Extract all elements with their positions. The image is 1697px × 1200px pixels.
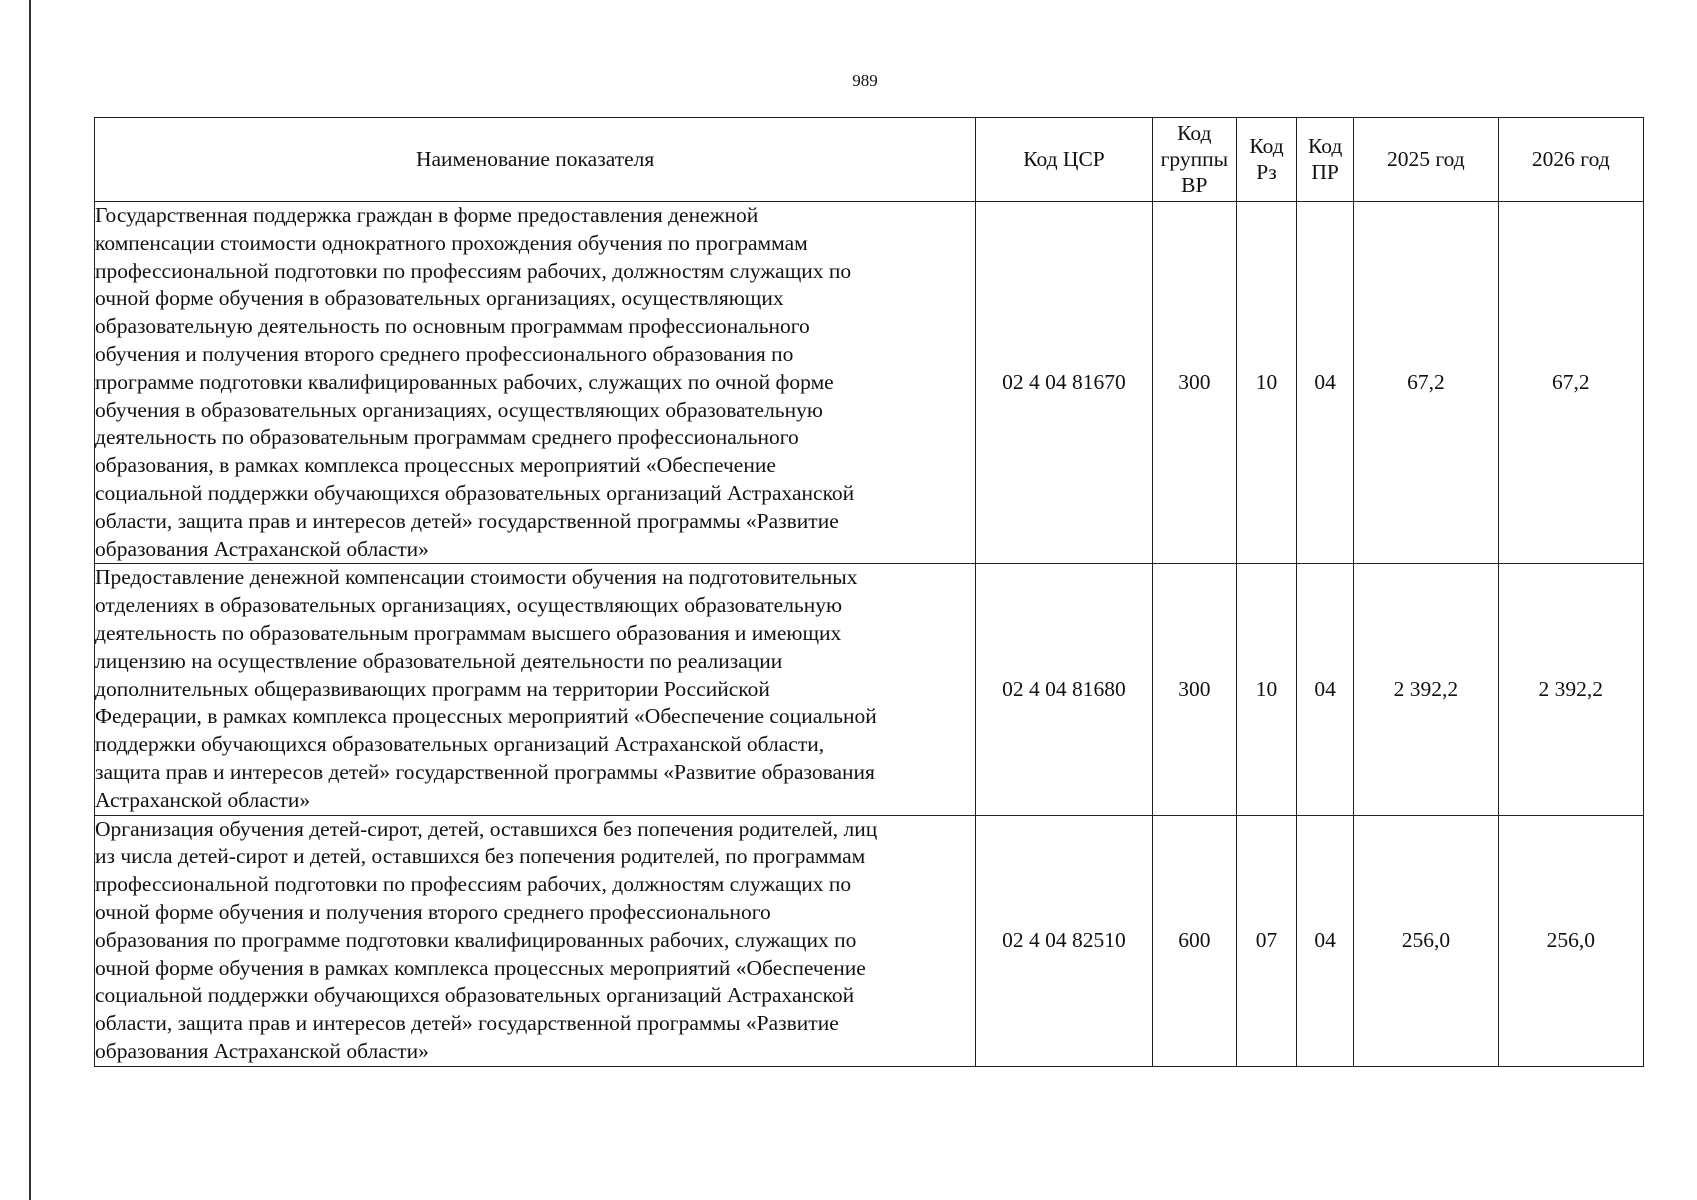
name-line: профессиональной подготовки по профессиям рабочих, должностям служащих по — [95, 872, 852, 897]
name-line: образования, в рамках комплекса процессных мероприятий «Обеспечение — [95, 453, 776, 478]
name-line: обучения и получения второго среднего профессионального образования по — [95, 341, 794, 366]
name-line: из числа детей-сирот и детей, оставшихся без попечения родителей, по программам — [95, 844, 866, 869]
header-year-2026: 2026 год — [1498, 118, 1643, 202]
name-line: образования Астраханской области» — [95, 536, 429, 561]
csr-code-cell: 02 4 04 81680 — [976, 564, 1152, 815]
name-line: компенсации стоимости однократного прохождения обучения по программам — [95, 230, 808, 255]
name-line: очной форме обучения в рамках комплекса процессных мероприятий «Обеспечение — [95, 955, 866, 980]
name-line: деятельность по образовательным программам среднего профессионального — [95, 425, 799, 450]
amount-2026-cell: 256,0 — [1498, 815, 1643, 1066]
amount-2026-cell: 2 392,2 — [1498, 564, 1643, 815]
header-vr-line: группы — [1160, 146, 1229, 171]
amount-2025-cell: 256,0 — [1354, 815, 1498, 1066]
row-name-cell — [95, 815, 976, 1066]
name-line: дополнительных общеразвивающих программ на территории Российской — [95, 676, 770, 701]
header-pr-line: ПР — [1311, 159, 1339, 184]
amount-2025-cell: 2 392,2 — [1354, 564, 1498, 815]
name-line: социальной поддержки обучающихся образовательных организаций Астраханской — [95, 983, 855, 1008]
name-line: отделениях в образовательных организациях, осуществляющих образовательную — [95, 593, 843, 618]
name-line: области, защита прав и интересов детей» государственной программы «Развитие — [95, 1011, 839, 1036]
row-name-cell — [95, 564, 976, 815]
header-name: Наименование показателя — [95, 118, 976, 202]
table-row — [95, 564, 1644, 815]
header-rz-code — [1236, 118, 1296, 202]
table-row — [95, 202, 1644, 564]
csr-code-cell: 02 4 04 82510 — [976, 815, 1152, 1066]
csr-code-cell: 02 4 04 81670 — [976, 202, 1152, 564]
header-csr-code: Код ЦСР — [976, 118, 1152, 202]
vr-code-cell: 300 — [1152, 564, 1236, 815]
header-rz-line: Код — [1249, 133, 1284, 158]
left-margin-line — [29, 0, 31, 1200]
table-row — [95, 815, 1644, 1066]
name-line: образовательную деятельность по основным программам профессионального — [95, 314, 810, 339]
amount-2025-cell: 67,2 — [1354, 202, 1498, 564]
name-line: области, защита прав и интересов детей» государственной программы «Развитие — [95, 508, 839, 533]
vr-code-cell: 600 — [1152, 815, 1236, 1066]
amount-2026-cell: 67,2 — [1498, 202, 1643, 564]
header-rz-line: Рз — [1256, 159, 1277, 184]
name-line: лицензию на осуществление образовательной деятельности по реализации — [95, 648, 783, 673]
pr-code-cell: 04 — [1297, 564, 1354, 815]
pr-code-cell: 04 — [1297, 202, 1354, 564]
rz-code-cell: 10 — [1236, 202, 1296, 564]
name-line: образования по программе подготовки квалифицированных рабочих, служащих по — [95, 927, 857, 952]
page-number: 989 — [852, 71, 878, 90]
name-line: профессиональной подготовки по профессиям рабочих, должностям служащих по — [95, 258, 852, 283]
name-line: деятельность по образовательным программам высшего образования и имеющих — [95, 620, 842, 645]
header-year-2025: 2025 год — [1354, 118, 1498, 202]
budget-table — [94, 117, 1644, 1067]
pr-code-cell: 04 — [1297, 815, 1354, 1066]
name-line: Предоставление денежной компенсации стоимости обучения на подготовительных — [95, 565, 858, 590]
name-line: образования Астраханской области» — [95, 1038, 429, 1063]
header-pr-code — [1297, 118, 1354, 202]
name-line: поддержки обучающихся образовательных организаций Астраханской области, — [95, 732, 825, 757]
name-line: программе подготовки квалифицированных рабочих, служащих по очной форме — [95, 369, 834, 394]
rz-code-cell: 07 — [1236, 815, 1296, 1066]
header-vr-line: Код — [1177, 120, 1212, 145]
header-vr-line: ВР — [1181, 172, 1208, 197]
header-vr-group-code — [1152, 118, 1236, 202]
header-pr-line: Код — [1307, 133, 1343, 158]
name-line: очной форме обучения в образовательных организациях, осуществляющих — [95, 286, 784, 311]
name-line: Государственная поддержка граждан в форме предоставления денежной — [95, 203, 759, 227]
vr-code-cell: 300 — [1152, 202, 1236, 564]
name-line: Федерации, в рамках комплекса процессных мероприятий «Обеспечение социальной — [95, 704, 877, 729]
name-line: обучения в образовательных организациях, осуществляющих образовательную — [95, 397, 823, 422]
name-line: очной форме обучения и получения второго среднего профессионального — [95, 899, 771, 924]
name-line: защита прав и интересов детей» государственной программы «Развитие образования — [95, 759, 875, 784]
row-name-cell — [95, 202, 976, 564]
name-line: Организация обучения детей-сирот, детей, оставшихся без попечения родителей, лиц — [95, 816, 878, 841]
rz-code-cell: 10 — [1236, 564, 1296, 815]
name-line: социальной поддержки обучающихся образовательных организаций Астраханской — [95, 480, 855, 505]
name-line: Астраханской области» — [95, 787, 311, 812]
table-header-row — [95, 118, 1644, 202]
